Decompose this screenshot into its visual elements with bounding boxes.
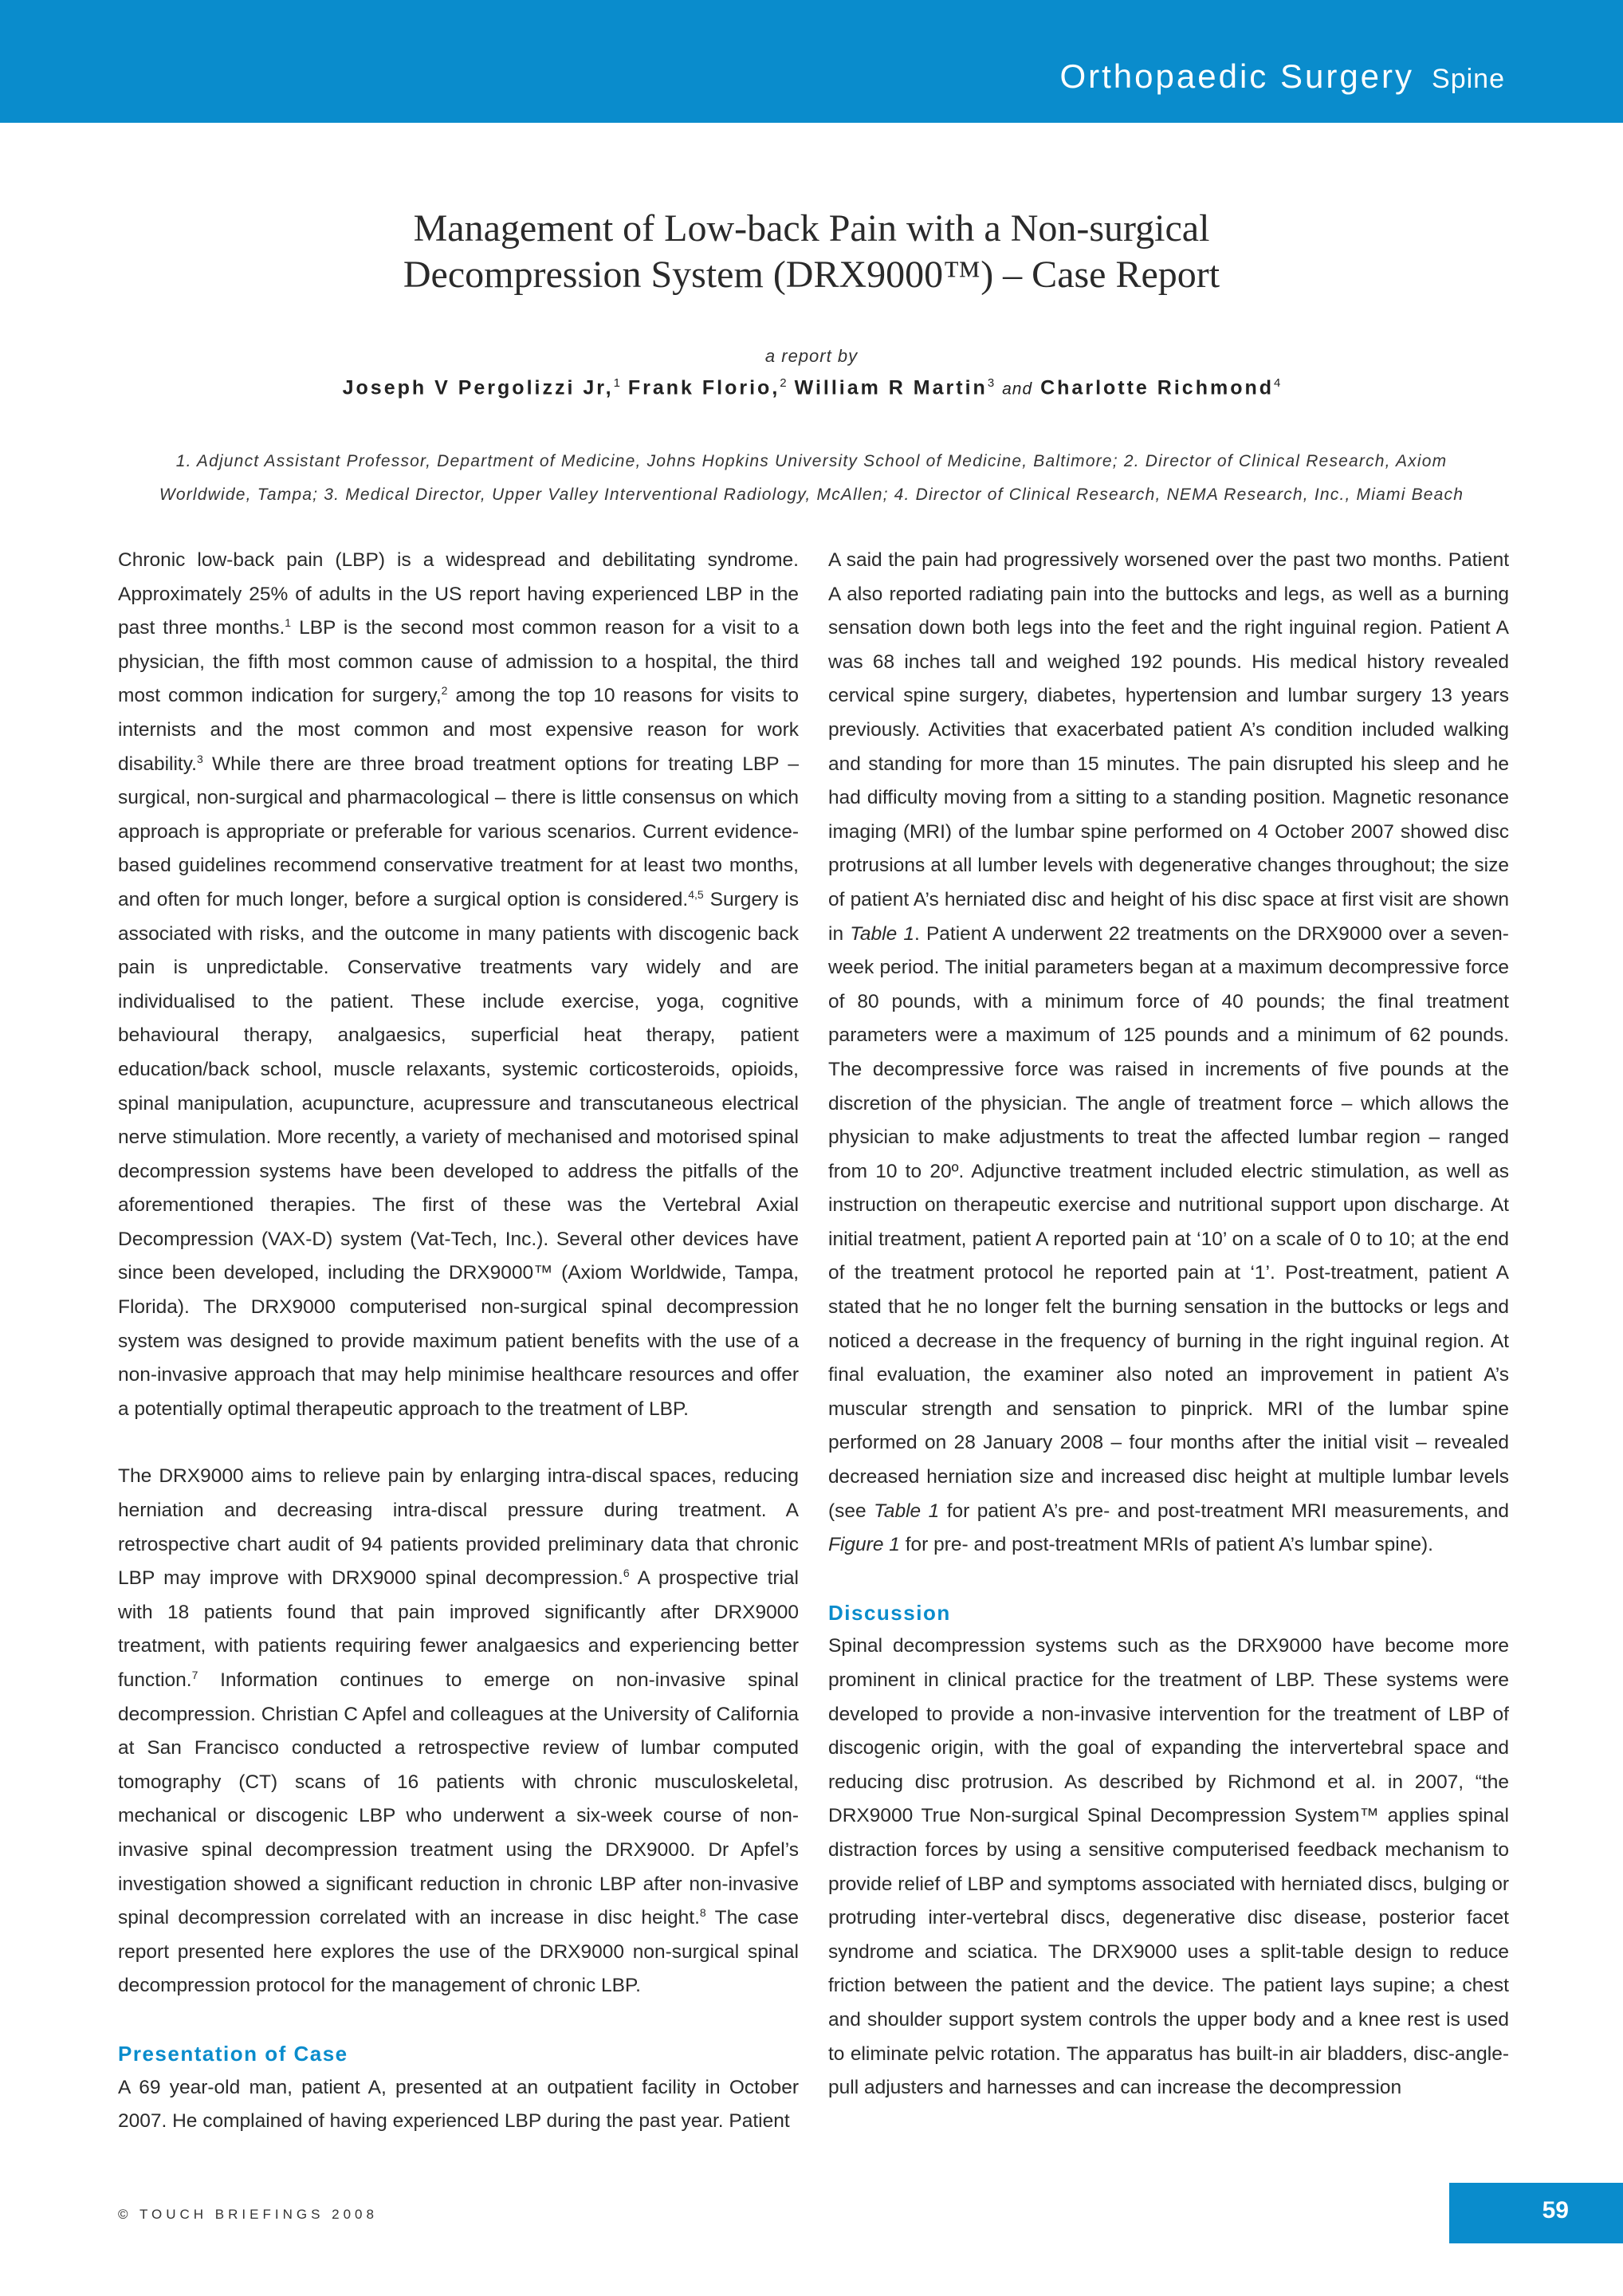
- article-title-line-1: Management of Low-back Pain with a Non-surgical: [413, 207, 1210, 250]
- body-paragraph: A 69 year-old man, patient A, presented at an outpatient facility in October 2007. He complained of having experienced LBP during the past year. Patient: [118, 2076, 799, 2133]
- author-name: Joseph V Pergolizzi Jr,: [342, 376, 614, 399]
- journal-header: [1059, 57, 1505, 96]
- article-title: [159, 206, 1464, 298]
- citation-ref: 7: [191, 1668, 198, 1681]
- author-name: Charlotte Richmond: [1040, 376, 1275, 399]
- section-heading-discussion: Discussion: [828, 1600, 951, 1625]
- figure-reference: Figure 1: [828, 1534, 900, 1556]
- section-heading-presentation: Presentation of Case: [118, 2041, 348, 2066]
- author-affiliation-ref: 4: [1274, 376, 1281, 390]
- author-affiliation-ref: 2: [780, 376, 787, 390]
- body-column-left: [118, 544, 799, 2139]
- page-number: 59: [1542, 2197, 1569, 2223]
- table-reference: Table 1: [874, 1500, 940, 1522]
- citation-ref: 6: [623, 1567, 630, 1580]
- author-affiliations: 1. Adjunct Assistant Professor, Department of Medicine, Johns Hopkins University School of Medicine, Baltimore; 2. Director of Clinical Research, Axiom Worldwide, Tampa; 3. Medical Director, Upper Valley Interventional Radiology, McAllen; 4. Director of Clinical Research, NEMA Research, Inc., Miami Beach: [159, 452, 1464, 504]
- page-number-box: [1449, 2183, 1623, 2243]
- body-paragraph: A said the pain had progressively worsened over the past two months. Patient A also reported radiating pain into the buttocks and legs, as well as a burning sensation down both legs into the feet and the right inguinal region. Patient A was 68 inches tall and weighed 192 pounds. His medical history revealed cervical spine surgery, diabetes, hypertension and lumbar surgery 13 years previously. Activities that exacerbated patient A’s condition included walking and standing for more than 15 minutes. The pain disrupted his sleep and he had difficulty moving from a sitting to a standing position. Magnetic resonance imaging (MRI) of the lumbar spine performed on 4 October 2007 showed disc protrusions at all lumber levels with degenerative changes throughout; the size of patient A’s herniated disc and height of his disc space at first visit are shown in Table 1. Patient A underwent 22 treatments on the DRX9000 over a seven-week period. The initial parameters began at a maximum decompressive force of 80 pounds, with a minimum force of 40 pounds; the final treatment parameters were a maximum of 125 pounds and a minimum of 62 pounds. The decompressive force was raised in increments of five pounds at the discretion of the physician. The angle of treatment force – which allows the physician to make adjustments to treat the affected lumbar region – ranged from 10 to 20º. Adjunctive treatment included electric stimulation, as well as instruction on therapeutic exercise and nutritional support upon discharge. At initial treatment, patient A reported pain at ‘10’ on a scale of 0 to 10; at the end of the treatment protocol he reported pain at ‘1’. Post-treatment, patient A stated that he no longer felt the burning sensation in the buttocks or legs and noticed a decrease in the frequency of burning in the right inguinal region. At final evaluation, the examiner also noted an improvement in patient A’s muscular strength and sensation to pinprick. MRI of the lumbar spine performed on 28 January 2008 – four months after the initial visit – revealed decreased herniation size and increased disc height at multiple lumbar levels (see Table 1 for patient A’s pre- and post-treatment MRI measurements, and Figure 1 for pre- and post-treatment MRIs of patient A’s lumbar spine).: [828, 549, 1509, 1556]
- citation-ref: 1: [285, 616, 292, 630]
- author-list: [0, 376, 1623, 399]
- report-by-label: a report by: [764, 346, 859, 366]
- body-paragraph: Chronic low-back pain (LBP) is a widespread and debilitating syndrome. Approximately 25% of adults in the US report having experienced LBP in the past three months.$^1$ LBP is the second most common reason for a visit to a physician, the fifth most common cause of admission to a hospital, the third most common indication for surgery,$^2$ among the top 10 reasons for visits to internists and the most common and most expensive reason for work disability.$^3$ While there are three broad treatment options for treating LBP – surgical, non-surgical and pharmacological – there is little consensus on which approach is appropriate or preferable for various scenarios. Current evidence-based guidelines recommend conservative treatment for at least two months, and often for much longer, before a surgical option is considered.$^{4,5}$ Surgery is associated with risks, and the outcome in many patients with discogenic back pain is unpredictable. Conservative treatments vary widely and are individualised to the patient. These include exercise, yoga, cognitive behavioural therapy, analgaesics, superficial heat therapy, patient education/back school, muscle relaxants, systemic corticosteroids, opioids, spinal manipulation, acupuncture, acupressure and transcutaneous electrical nerve stimulation. More recently, a variety of mechanised and motorised spinal decompression systems have been developed to address the pitfalls of the aforementioned therapies. The first of these was the Vertebral Axial Decompression (VAX-D) system (Vat-Tech, Inc.). Several other devices have since been developed, including the DRX9000™ (Axiom Worldwide, Tampa, Florida). The DRX9000 computerised non-surgical spinal decompression system was designed to provide maximum patient benefits with the use of a non-invasive approach that may help minimise healthcare resources and offer a potentially optimal therapeutic approach to the treatment of LBP.: [118, 549, 799, 1420]
- journal-section: Orthopaedic Surgery: [1059, 57, 1415, 95]
- author-conjunction: and: [1002, 379, 1033, 399]
- table-reference: Table 1: [850, 922, 914, 945]
- article-title-line-2: Decompression System (DRX9000™) – Case Report: [403, 254, 1220, 296]
- citation-ref: 4,5: [688, 887, 704, 901]
- author-name: William R Martin: [794, 376, 988, 399]
- author-affiliation-ref: 3: [987, 376, 995, 390]
- body-column-right: [828, 544, 1509, 2105]
- body-paragraph: Spinal decompression systems such as the DRX9000 have become more prominent in clinical practice for the treatment of LBP. These systems were developed to provide a non-invasive intervention for the treatment of LBP of discogenic origin, with the goal of expanding the intervertebral space and reducing disc protrusion. As described by Richmond et al. in 2007, “the DRX9000 True Non-surgical Spinal Decompression System™ applies spinal distraction forces by using a sensitive computerised feedback mechanism to provide relief of LBP and symptoms associated with herniated discs, bulging or protruding inter-vertebral discs, degenerative disc disease, posterior facet syndrome and sciatica. The DRX9000 uses a split-table design to reduce friction between the patient and the device. The patient lays supine; a chest and shoulder support system controls the upper body and a knee rest is used to eliminate pelvic rotation. The apparatus has built-in air bladders, disc-angle-pull adjusters and harnesses and can increase the decompression: [828, 1635, 1509, 2099]
- author-name: Frank Florio,: [627, 376, 780, 399]
- journal-subsection: Spine: [1432, 64, 1505, 94]
- citation-ref: 3: [196, 752, 203, 765]
- citation-ref: 8: [699, 1906, 706, 1919]
- citation-ref: 2: [441, 684, 448, 698]
- body-paragraph: The DRX9000 aims to relieve pain by enlarging intra-discal spaces, reducing herniation and decreasing intra-discal pressure during treatment. A retrospective chart audit of 94 patients provided preliminary data that chronic LBP may improve with DRX9000 spinal decompression.$^6$ A prospective trial with 18 patients found that pain improved significantly after DRX9000 treatment, with patients requiring fewer analgaesics and experiencing better function.$^7$ Information continues to emerge on non-invasive spinal decompression. Christian C Apfel and colleagues at the University of California at San Francisco conducted a retrospective review of lumbar computed tomography (CT) scans of 16 patients with chronic musculoskeletal, mechanical or discogenic LBP who underwent a six-week course of non-invasive spinal decompression treatment using the DRX9000. Dr Apfel’s investigation showed a significant reduction in chronic LBP after non-invasive spinal decompression correlated with an increase in disc height.$^8$ The case report presented here explores the use of the DRX9000 non-surgical spinal decompression protocol for the management of chronic LBP.: [118, 1465, 800, 1997]
- copyright-notice: © TOUCH BRIEFINGS 2008: [118, 2207, 378, 2222]
- author-affiliation-ref: 1: [613, 376, 620, 390]
